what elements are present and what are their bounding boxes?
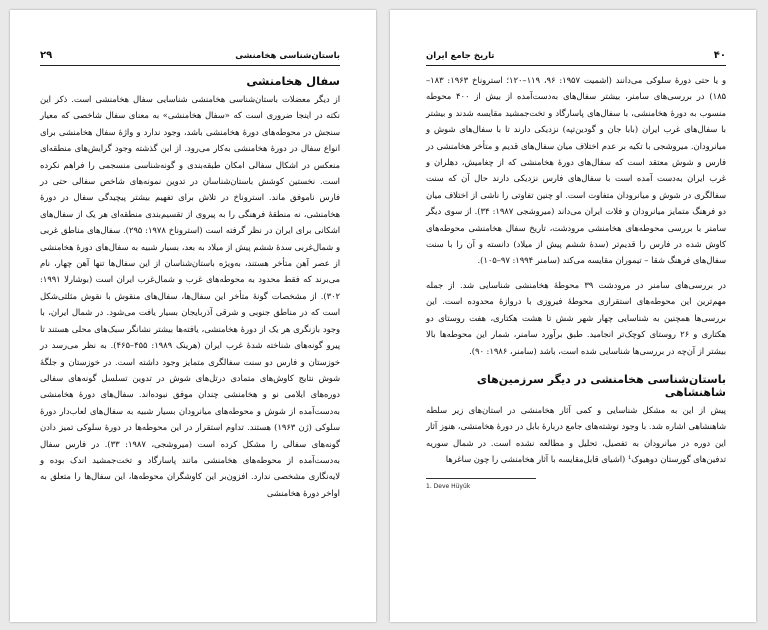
right-body-paragraph-2: در بررسی‌های سامنر در مرودشت ۳۹ محوطهٔ هخامنشی شناسایی شد. از جمله مهم‌ترین این محوطه‌های استقراری محوطهٔ فیروزی با دروازهٔ محدوده است. این بررسی‌ها همچنین به شناسایی چهار شهر شش تا هشت هکتاری، هفت روستای دو هکتاری و ۲۶ روستای کوچک‌تر انجامید. طبق برآورد سامنر، شمار این محوطه‌ها بالا بیشتر از آن‌چه در بررسی‌ها شناسایی شده است، باشد (سامنر، ۱۹۸۶: ۹۰). xyxy=(426,279,726,356)
right-page-header xyxy=(426,50,726,66)
left-body-text: از دیگر معضلات باستان‌شناسی هخامنشی شناسایی سفال هخامنشی است. ذکر این نکته در اینجا ضروری است که «سفال هخامنشی» به معنای سفال شاخصی که معیار سنجش در محوطه‌های دورهٔ هخامنشی باشد، وجود ندارد و واژهٔ سفال هخامنشی برای انواع سفال در دورهٔ هخامنشی به‌کار می‌رود. از این گذشته وجود گرایش‌های منطقه‌ای منعکس در اشکال سفالی امکان طبقه‌بندی و گونه‌شناسی منسجمی را فراهم نکرده است. نخستین کوشش باستان‌شناسان در تدوین نمونه‌های شاخص سفالی حتی در فارس ناموفق ماند. استروناخ در تلاش برای تفهیم بیشتر پیچیدگی سفال در دورهٔ هخامنشی، نه منطقهٔ فرهنگی را به پیروی از تقسیم‌بندی منطقه‌ای هر یک از سفال‌های اشکانی برای ایران در نظر گرفته است (استروناخ ۱۹۷۸: ۲۹۵). سفال‌های مناطق غربی و شمال‌غربی سدهٔ ششم پیش از میلاد به بعد، بسیار شبیه به سفال‌های دورهٔ هخامنشی از عصر آهن متأخر هستند، به‌ویژه باستان‌شناسان از این سفال‌ها تنها آهن چهار، نام می‌برند که فقط محدود به محوطه‌های غرب و شمال‌غرب ایران است (بوشارلا ۱۹۹۱: ۳۰۲). از مشخصات گونهٔ متأخر این سفال‌ها، سفال‌های منقوش با نقوش مثلثی‌شکل است که در مناطق جنوبی و شرقی آذربایجان بسیار یافت می‌شود. در شمال ایران، با وجود بازنگری هر یک از دورهٔ هخامنشی، یافته‌ها بیشتر نشانگر سبک‌های محلی هستند تا پیرو گونه‌های شناخته شدهٔ غرب ایران (هرینک ۱۹۸۹: ۴۵۵–۴۶۵). به نظر می‌رسد در خوزستان و فارس دو سنت سفالگری متمایز وجود داشته است. در خوزستان و جلگهٔ شوش نتایج کاوش‌های متمادی درتل‌های شوش در تدوین تسلسل گونه‌های سفالی دوره‌های ایلامی نو و هخامنشی چندان موفق نبوده‌اند. سفال‌های دورهٔ هخامنشی به‌دست‌آمده از شوش و محوطه‌های میانرودان بسیار شبیه به سفال‌های لعاب‌دار دورهٔ سلوکی (ژن ۱۹۶۳) هستند. تداوم استقرار در این محوطه‌ها در دورهٔ سلوکی تمیز دادن گونه‌های سفالی را مشکل کرده است (میروشجی، ۱۹۸۷: ۳۳). در فارس سفال به‌دست‌آمده از محوطه‌های هخامنشی مانند پاسارگاد و تخت‌جمشید اندک بوده و لایه‌نگاری مشخصی ندارد. افزون‌بر این کاوشگران محوطه‌ها، این سفال‌ها را متعلق به اواخر دورهٔ هخامنشی xyxy=(40,94,341,498)
left-header-title: باستان‌شناسی هخامنشی xyxy=(235,51,340,61)
left-page-number: ۲۹ xyxy=(40,50,53,61)
right-page xyxy=(390,10,756,622)
left-section-title: سفال هخامنشی xyxy=(246,74,340,88)
footnote: 1. Deve Hüyük xyxy=(426,482,471,490)
right-body-paragraph-1: و یا حتی دورهٔ سلوکی می‌دانند (اشمیت ۱۹۵۷: ۹۶، ۱۱۹–۱۲۰؛ استروناخ ۱۹۶۳: ۱۸۳–۱۸۵) در بررسی‌های سامنر، بیشتر سفال‌های به‌دست‌آمده از بیش از ۴۰۰ محوطه منسوب به دورهٔ هخامنشی، با سفال‌های پاسارگاد و تخت‌جمشید مقایسه شدند و بیشتر با سفال‌های غرب ایران (بابا جان و گودین‌تپه) نزدیکی دارند تا با سفال‌های شوش و میانرودان. میروشجی با تکیه بر عدم اختلاف میان سفال‌های قدیم و متأخر هخامنشی در فارس و شوش معتقد است که سفال‌های دورهٔ هخامنشی که از چغامیش، دهلران و غرب ایران به‌دست آمده است با سفال‌های فارس نزدیکی دارند حال آن که سنت سفالگری در شوش و میانرودان متفاوت است. او چنین تفاوتی را ناشی از اختلاف میان دو فرهنگ متمایز میانرودان و فلات ایران می‌داند (میروشجی ۱۹۸۷: ۳۴). از سوی دیگر سامنر با بررسی محوطه‌های هخامنشی مرودشت، تاریخ سفال هخامنشی محوطه‌های کاوش شده در فارس را قدیم‌تر (سدهٔ ششم پیش از میلاد) دانسته و آن را با سنت سفال‌های فرهنگ شقا – تیموران مقایسه می‌کند (سامنر ۱۹۹۴: ۹۷–۱۰۵). xyxy=(426,75,727,266)
right-body-paragraph-3: پیش از این به مشکل شناسایی و کمی آثار هخامنشی در استان‌های زیر سلطه شاهنشاهی اشاره شد. با وجود نوشته‌های جامع دربارهٔ بابل در دورهٔ هخامنشی، هنوز آثار این دوره در میانرودان به تفصیل، تحلیل و مطالعه نشده است. در شمال سوریه تدفین‌های گورستان دوهیوک¹ (اشیای قابل‌مقایسه با آثار هخامنشی را چون ساغرها xyxy=(426,404,726,465)
right-page-number: ۴۰ xyxy=(713,50,726,61)
footnote-divider xyxy=(426,478,536,479)
right-section-title: باستان‌شناسی هخامنشی در دیگر سرزمین‌های شاهنشاهی xyxy=(476,372,726,399)
left-page-header xyxy=(40,50,340,66)
right-header-title: تاریخ جامع ایران xyxy=(426,51,495,61)
left-page xyxy=(10,10,376,622)
